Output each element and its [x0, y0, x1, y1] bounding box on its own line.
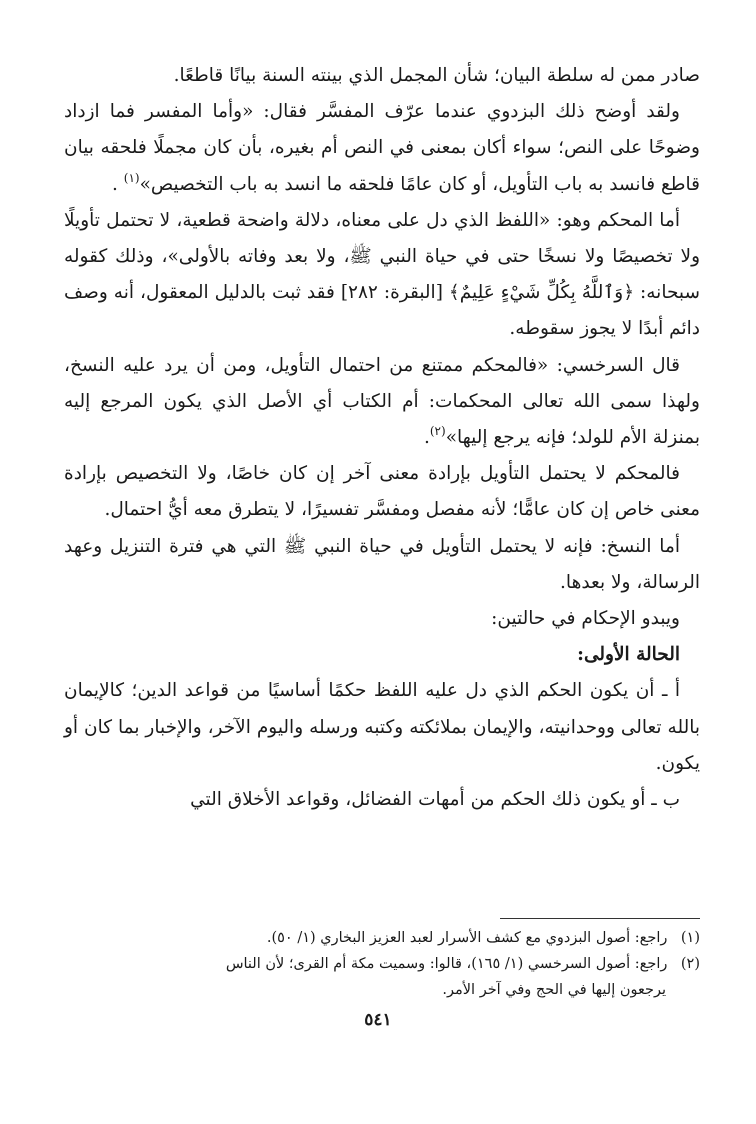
paragraph-7: ويبدو الإحكام في حالتين:: [491, 608, 680, 630]
paragraph-4-end: .: [423, 427, 430, 449]
paragraph-6: أما النسخ: فإنه لا يحتمل التأويل في حياة النبي ﷺ التي هي فترة التنزيل وعهد الرسالة، ولا بعدها.: [64, 535, 700, 593]
paragraph-9: ب ـ أو يكون ذلك الحكم من أمهات الفضائل، وقواعد الأخلاق التي: [190, 789, 680, 811]
footnotes: [64, 918, 700, 1003]
paragraph-2: [64, 94, 700, 203]
paragraph-5: فالمحكم لا يحتمل التأويل بإرادة معنى آخر إن كان خاصًا، ولا التخصيص بإرادة معنى خاص إن كان عامًّا؛ لأنه مفصل ومفسَّر تفسيرًا، لا يتطرق معه أيُّ احتمال.: [64, 463, 700, 521]
footnote-2-number: (٢): [680, 956, 700, 972]
paragraph-8: أ ـ أن يكون الحكم الذي دل عليه اللفظ حكمًا أساسيًا من قواعد الدين؛ كالإيمان بالله تعالى ووحدانيته، والإيمان بملائكته وكتبه ورسله واليوم الآخر، والإخبار بما كان أو يكون.: [64, 680, 700, 774]
footnote-ref-2[interactable]: (٢): [429, 424, 446, 439]
footnote-1: [64, 925, 700, 951]
paragraph-4: [64, 348, 700, 457]
footnote-2-text: راجع: أصول السرخسي (١/ ١٦٥)، قالوا: وسميت مكة أم القرى؛ لأن الناس: [225, 956, 668, 972]
footnote-2: [64, 951, 700, 977]
paragraph-2-end: .: [111, 173, 118, 195]
footnote-2-continuation: يرجعون إليها في الحج وفي آخر الأمر.: [442, 982, 666, 998]
footnote-divider: [500, 918, 700, 919]
page-number: ٥٤١: [364, 1010, 392, 1030]
paragraph-2-text: ولقد أوضح ذلك البزدوي عندما عرّف المفسَّر فقال: «وأما المفسر فما ازداد وضوحًا على النص؛ سواء أكان بمعنى في النص أم بغيره، بأن كان مجملًا فلحقه بيان قاطع فانسد به باب التأويل، أو كان عامًا فلحقه ما انسد به باب التخصيص»: [64, 101, 700, 195]
footnote-1-text: راجع: أصول البزدوي مع كشف الأسرار لعبد العزيز البخاري (١/ ٥٠).: [266, 930, 668, 946]
paragraph-3: أما المحكم وهو: «اللفظ الذي دل على معناه، دلالة واضحة قطعية، لا تحتمل تأويلًا ولا تخصيصًا ولا نسخًا حتى في حياة النبي ﷺ، ولا بعد وفاته بالأولى»، وذلك كقوله سبحانه: ﴿وَٱللَّهُ بِكُلِّ شَيْءٍ عَلِيمٌ﴾ [البقرة: ٢٨٢] فقد ثبت بالدليل المعقول، أنه وصف دائم أبدًا لا يجوز سقوطه.: [64, 209, 700, 340]
page-body: [64, 58, 700, 818]
section-heading: الحالة الأولى:: [577, 644, 680, 666]
paragraph-4-text: قال السرخسي: «فالمحكم ممتنع من احتمال التأويل، ومن أن يرد عليه النسخ، ولهذا سمى الله تعالى المحكمات: أم الكتاب أي الأصل الذي يكون المرجع إليه بمنزلة الأم للولد؛ فإنه يرجع إليها»: [64, 354, 700, 449]
footnote-ref-1[interactable]: (١): [123, 170, 140, 185]
footnote-1-number: (١): [680, 930, 700, 946]
paragraph-1: صادر ممن له سلطة البيان؛ شأن المجمل الذي بينته السنة بيانًا قاطعًا.: [173, 65, 700, 86]
